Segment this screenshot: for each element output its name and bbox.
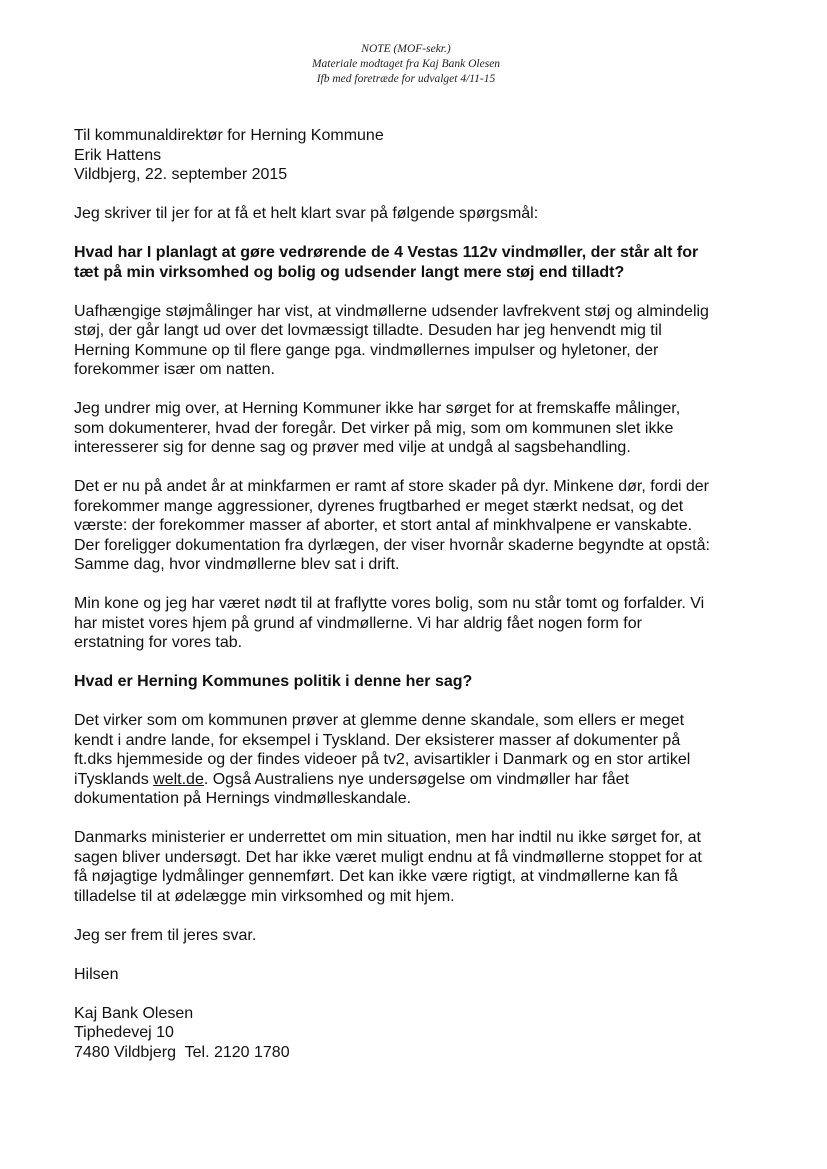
intro-paragraph bbox=[74, 204, 754, 224]
paragraph-line: tilladelse til at ødelægge min virksomhed og mit hjem. bbox=[74, 887, 455, 905]
paragraph-line: Danmarks ministerier er underrettet om min situation, men har indtil nu ikke sørget for, at bbox=[74, 829, 701, 846]
line-suffix: . Også Australiens nye undersøgelse om vindmøller har fået bbox=[203, 770, 629, 788]
paragraph-line: har mistet vores hjem på grund af vindmøllerne. Vi har aldrig fået nogen form for bbox=[74, 614, 642, 632]
paragraph-municipality bbox=[74, 399, 754, 458]
paragraph-line: erstatning for vores tab. bbox=[74, 634, 243, 651]
address-block bbox=[74, 126, 754, 185]
question-1 bbox=[74, 243, 754, 282]
paragraph-line: ft.dks hjemmeside og der findes videoer på tv2, avisartikler i Danmark og en stor artikel bbox=[74, 751, 691, 768]
signature-city-phone: 7480 Vildbjerg Tel. 2120 1780 bbox=[74, 1043, 290, 1061]
question-1-line-1: Hvad har I planlagt at gøre vedrørende de 4 Vestas 112v vindmøller, der står alt for bbox=[74, 244, 699, 261]
paragraph-line: Jeg undrer mig over, at Herning Kommuner ikke har sørget for at fremskaffe målinger, bbox=[74, 400, 681, 417]
paragraph-noise-measurements bbox=[74, 302, 754, 380]
note-line-2: Materiale modtaget fra Kaj Bank Olesen bbox=[311, 58, 501, 70]
note-stamp bbox=[0, 42, 812, 87]
paragraph-line: Det er nu på andet år at minkfarmen er ramt af store skader på dyr. Minkene dør, fordi der bbox=[74, 478, 709, 495]
paragraph-line: interesserer sig for denne sag og prøver med vilje at undgå al sagsbehandling. bbox=[74, 439, 631, 456]
paragraph-line: Samme dag, hvor vindmøllerne blev sat i drift. bbox=[74, 556, 400, 573]
greeting-text: Hilsen bbox=[74, 965, 119, 983]
recipient-name: Erik Hattens bbox=[74, 146, 162, 164]
paragraph-scandal bbox=[74, 711, 754, 809]
note-line-1: NOTE (MOF-sekr.) bbox=[361, 43, 451, 55]
paragraph-line bbox=[74, 770, 754, 790]
line-prefix: iTysklands bbox=[74, 770, 154, 788]
paragraph-line: dokumentation på Hernings vindmølleskandale. bbox=[74, 790, 412, 807]
welt-link[interactable]: welt.de bbox=[153, 770, 204, 788]
greeting-paragraph bbox=[74, 965, 754, 985]
paragraph-home-loss bbox=[74, 594, 754, 653]
paragraph-line: som dokumenterer, hvad der foregår. Det virker på mig, som om kommunen slet ikke bbox=[74, 419, 674, 437]
note-line-3: Ifb med foretræde for udvalget 4/11-15 bbox=[316, 73, 496, 85]
intro-text: Jeg skriver til jer for at få et helt klart svar på følgende spørgsmål: bbox=[74, 205, 539, 222]
paragraph-line: værste: der forekommer masser af aborter, et stort antal af minkhvalpene er vanskabte. bbox=[74, 517, 693, 534]
paragraph-line: forekommer mange aggressioner, dyrenes frugtbarhed er meget stærkt nedsat, og det bbox=[74, 497, 684, 515]
signature-street: Tiphedevej 10 bbox=[74, 1024, 174, 1041]
paragraph-line: støj, der går langt ud over det lovmæssigt tilladte. Desuden har jeg henvendt mig til bbox=[74, 322, 662, 339]
paragraph-mink-farm bbox=[74, 477, 754, 575]
place-date: Vildbjerg, 22. september 2015 bbox=[74, 166, 288, 183]
paragraph-line: Min kone og jeg har været nødt til at fraflytte vores bolig, som nu står tomt og forfalder. Vi bbox=[74, 595, 705, 612]
recipient-line: Til kommunaldirektør for Herning Kommune bbox=[74, 127, 384, 144]
question-2 bbox=[74, 672, 754, 692]
paragraph-line: sagen bliver undersøgt. Det har ikke været muligt endnu at få vindmøllerne stoppet for at bbox=[74, 848, 702, 866]
paragraph-line: Herning Kommune op til flere gange pga. vindmøllernes impulser og hyletoner, der bbox=[74, 341, 659, 359]
paragraph-ministries bbox=[74, 828, 754, 906]
paragraph-line: få nøjagtige lydmålinger gennemført. Det kan ikke være rigtigt, at vindmøllerne kan få bbox=[74, 868, 678, 885]
closing-paragraph bbox=[74, 926, 754, 946]
paragraph-line: forekommer især om natten. bbox=[74, 361, 275, 378]
signature-block bbox=[74, 1004, 754, 1063]
signature-name: Kaj Bank Olesen bbox=[74, 1004, 194, 1022]
question-1-line-2: tæt på min virksomhed og bolig og udsender langt mere støj end tilladt? bbox=[74, 263, 625, 281]
letter-body bbox=[74, 126, 754, 1082]
paragraph-line: kendt i andre lande, for eksempel i Tyskland. Der eksisterer masser af dokumenter på bbox=[74, 731, 681, 749]
paragraph-line: Der foreligger dokumentation fra dyrlægen, der viser hvornår skaderne begyndte at opstå: bbox=[74, 536, 710, 554]
question-2-text: Hvad er Herning Kommunes politik i denne her sag? bbox=[74, 673, 473, 690]
paragraph-line: Uafhængige støjmålinger har vist, at vindmøllerne udsender lavfrekvent støj og almindelig bbox=[74, 302, 709, 320]
paragraph-line: Det virker som om kommunen prøver at glemme denne skandale, som ellers er meget bbox=[74, 712, 685, 729]
closing-text: Jeg ser frem til jeres svar. bbox=[74, 926, 257, 944]
